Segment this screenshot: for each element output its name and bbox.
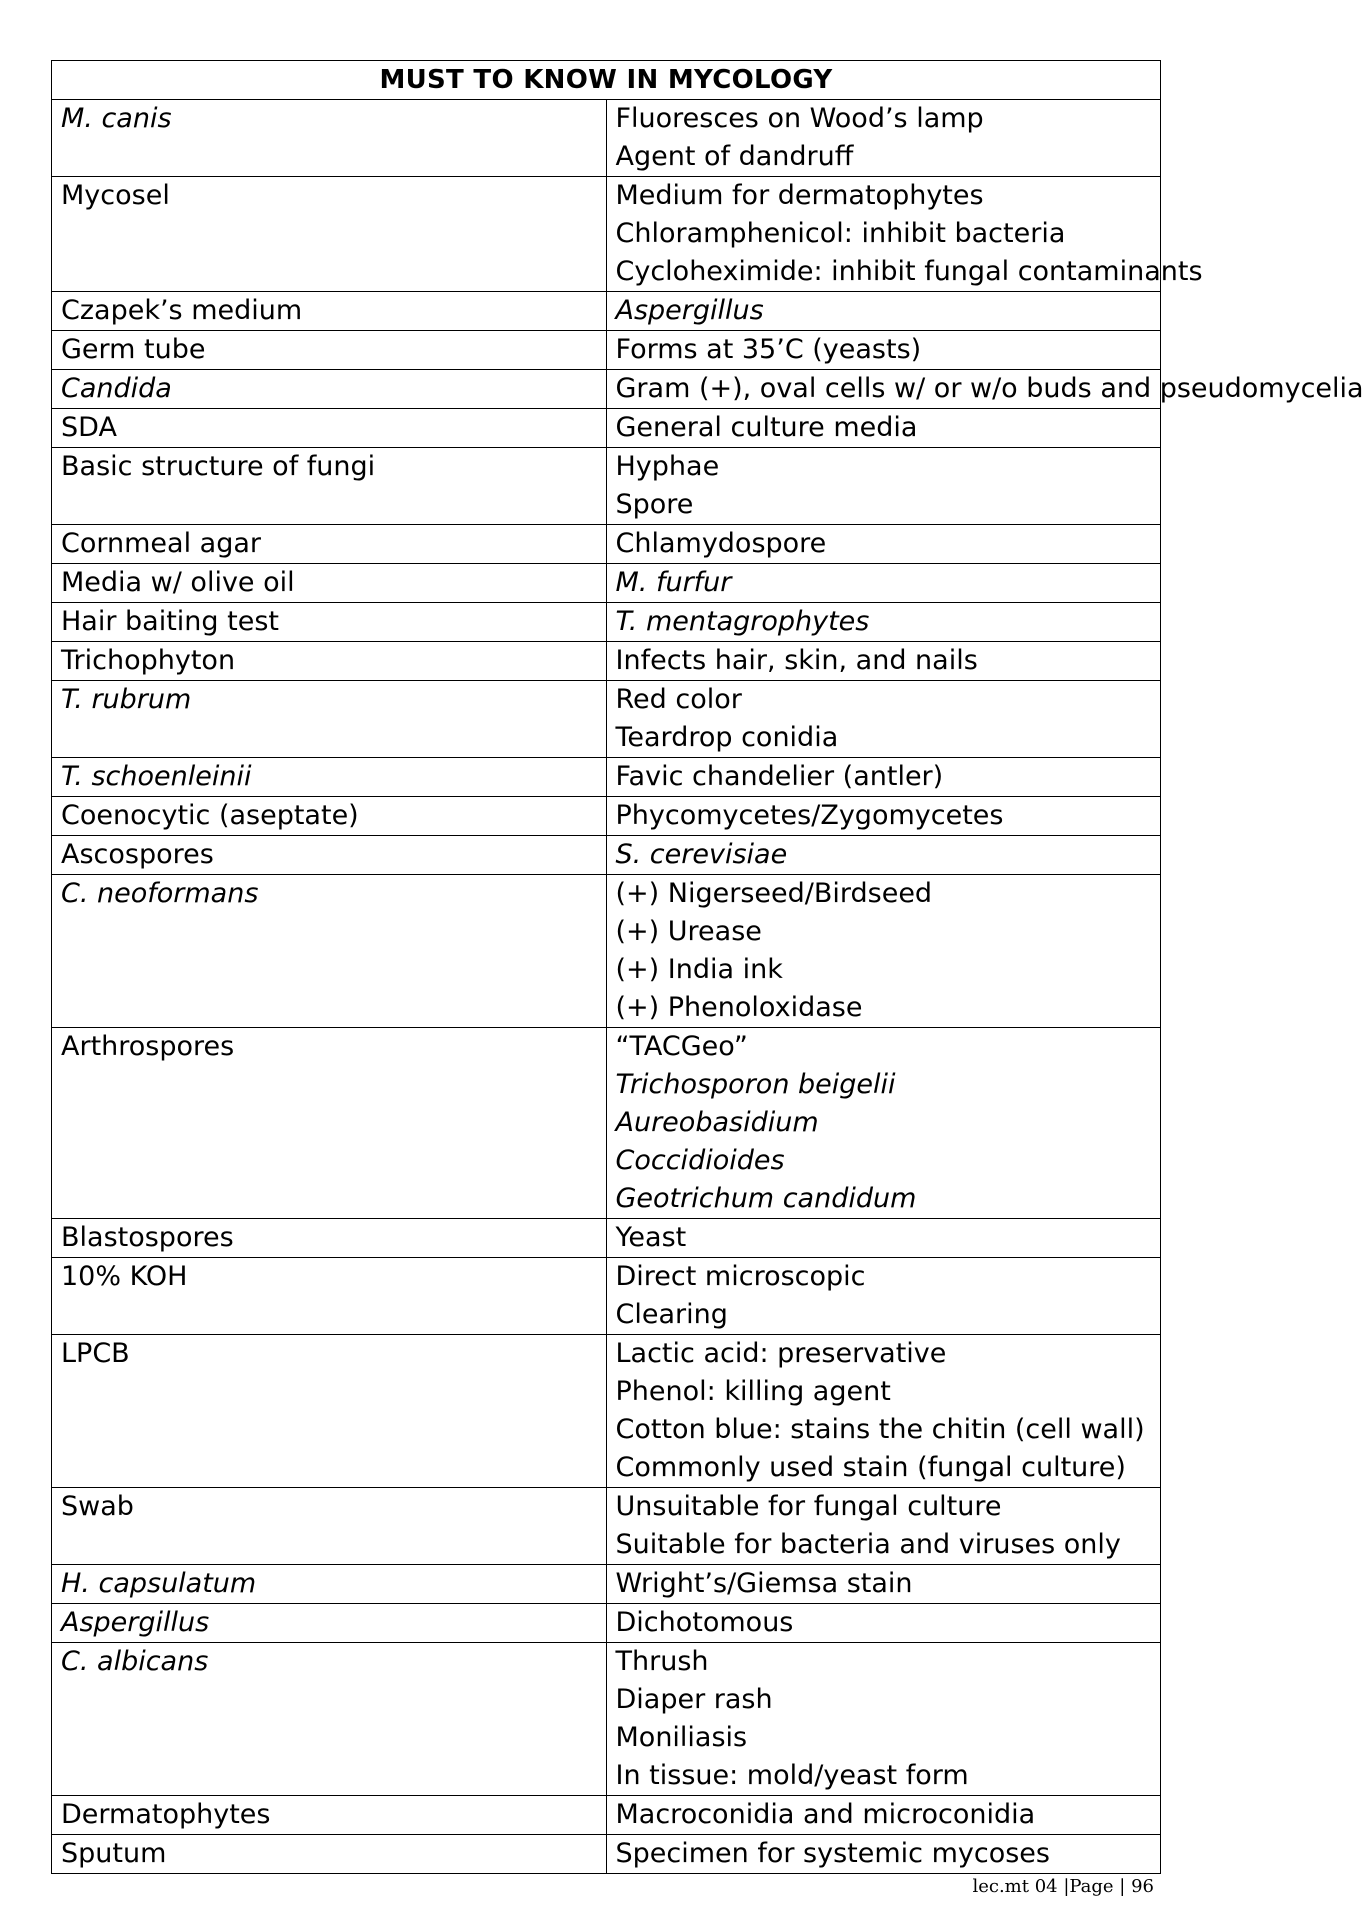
description-line: Yeast [615, 1222, 687, 1253]
table-row [52, 681, 1161, 758]
description-line: Red color [615, 684, 742, 715]
description-cell [606, 603, 1161, 642]
description-cell [606, 758, 1161, 797]
description-line: Suitable for bacteria and viruses only [615, 1529, 1121, 1560]
page-footer: lec.mt 04 |Page | 96 [972, 1876, 1154, 1897]
description-line: Coccidioides [615, 1145, 785, 1176]
table-row [52, 642, 1161, 681]
term-cell: Mycosel [52, 177, 607, 292]
term-cell: C. albicans [52, 1643, 607, 1796]
description-cell [606, 1258, 1161, 1335]
table-row [52, 1028, 1161, 1219]
table-row [52, 525, 1161, 564]
table-row [52, 177, 1161, 292]
description-cell [606, 564, 1161, 603]
term-cell: Swab [52, 1488, 607, 1565]
description-line: Commonly used stain (fungal culture) [615, 1452, 1126, 1483]
description-line: Aureobasidium [615, 1107, 819, 1138]
description-line: “TACGeo” [615, 1031, 748, 1062]
description-line: (+) Nigerseed/Birdseed [615, 878, 933, 909]
term-cell: H. capsulatum [52, 1565, 607, 1604]
description-cell [606, 100, 1161, 177]
table-row [52, 100, 1161, 177]
description-line: Chloramphenicol: inhibit bacteria [615, 218, 1066, 249]
table-row [52, 1219, 1161, 1258]
table-row [52, 1796, 1161, 1835]
description-cell [606, 875, 1161, 1028]
description-line: General culture media [615, 412, 918, 443]
description-cell [606, 331, 1161, 370]
description-cell [606, 642, 1161, 681]
description-cell [606, 525, 1161, 564]
term-cell: Cornmeal agar [52, 525, 607, 564]
description-line: Unsuitable for fungal culture [615, 1491, 1002, 1522]
table-row [52, 875, 1161, 1028]
term-cell: Arthrospores [52, 1028, 607, 1219]
table-title: MUST TO KNOW IN MYCOLOGY [52, 61, 1161, 100]
description-line: Hyphae [615, 451, 720, 482]
description-cell [606, 1643, 1161, 1796]
description-cell [606, 681, 1161, 758]
description-cell [606, 177, 1203, 292]
description-line: Gram (+), oval cells w/ or w/o buds and pseudomycelia [615, 373, 1364, 404]
table-row [52, 331, 1161, 370]
description-line: Diaper rash [615, 1684, 773, 1715]
term-cell: T. schoenleinii [52, 758, 607, 797]
table-row [52, 758, 1161, 797]
description-line: T. mentagrophytes [615, 606, 870, 637]
description-line: Macroconidia and microconidia [615, 1799, 1036, 1830]
term-cell: Blastospores [52, 1219, 607, 1258]
term-cell: LPCB [52, 1335, 607, 1488]
description-line: Trichosporon beigelii [615, 1069, 896, 1100]
term-cell: Basic structure of fungi [52, 448, 607, 525]
table-row [52, 797, 1161, 836]
description-line: Phycomycetes/Zygomycetes [615, 800, 1004, 831]
table-row [52, 1643, 1161, 1796]
description-line: Thrush [615, 1646, 709, 1677]
description-line: Cotton blue: stains the chitin (cell wall) [615, 1414, 1145, 1445]
term-cell: 10% KOH [52, 1258, 607, 1335]
table-row [52, 603, 1161, 642]
description-line: Moniliasis [615, 1722, 748, 1753]
table-row [52, 1335, 1161, 1488]
description-line: Spore [615, 489, 694, 520]
description-line: In tissue: mold/yeast form [615, 1760, 969, 1791]
table-row [52, 1835, 1161, 1874]
term-cell: Ascospores [52, 836, 607, 875]
term-cell: Candida [52, 370, 607, 409]
table-row [52, 1258, 1161, 1335]
term-cell: Sputum [52, 1835, 607, 1874]
term-cell: SDA [52, 409, 607, 448]
term-cell: Coenocytic (aseptate) [52, 797, 607, 836]
term-cell: M. canis [52, 100, 607, 177]
description-cell [606, 1335, 1161, 1488]
description-line: Fluoresces on Wood’s lamp [615, 103, 984, 134]
term-cell: Aspergillus [52, 1604, 607, 1643]
description-line: Favic chandelier (antler) [615, 761, 944, 792]
description-line: Dichotomous [615, 1607, 794, 1638]
description-line: Wright’s/Giemsa stain [615, 1568, 913, 1599]
description-line: Agent of dandruff [615, 141, 854, 172]
description-line: S. cerevisiae [615, 839, 788, 870]
description-line: Forms at 35’C (yeasts) [615, 334, 922, 365]
term-cell: Trichophyton [52, 642, 607, 681]
description-line: (+) Urease [615, 916, 762, 947]
mycology-table [51, 60, 1364, 1874]
description-line: Aspergillus [615, 295, 764, 326]
description-cell [606, 1028, 1161, 1219]
term-cell: Hair baiting test [52, 603, 607, 642]
description-line: Specimen for systemic mycoses [615, 1838, 1050, 1869]
description-line: Lactic acid: preservative [615, 1338, 947, 1369]
description-cell [606, 409, 1161, 448]
table-body [52, 100, 1364, 1874]
description-line: Infects hair, skin, and nails [615, 645, 978, 676]
table-row [52, 370, 1161, 409]
description-line: M. furfur [615, 567, 732, 598]
description-line: Teardrop conidia [615, 722, 839, 753]
table-row [52, 836, 1161, 875]
description-line: Direct microscopic [615, 1261, 866, 1292]
table-row [52, 1488, 1161, 1565]
term-cell: Media w/ olive oil [52, 564, 607, 603]
description-line: Phenol: killing agent [615, 1376, 891, 1407]
description-cell [606, 448, 1161, 525]
description-line: (+) India ink [615, 954, 783, 985]
table-row [52, 448, 1161, 525]
description-cell [606, 1565, 1161, 1604]
table-row [52, 1565, 1161, 1604]
term-cell: Germ tube [52, 331, 607, 370]
description-line: Geotrichum candidum [615, 1183, 917, 1214]
description-line: Chlamydospore [615, 528, 827, 559]
description-cell [606, 797, 1161, 836]
term-cell: Dermatophytes [52, 1796, 607, 1835]
table-row [52, 564, 1161, 603]
description-cell [606, 836, 1161, 875]
description-line: Clearing [615, 1299, 728, 1330]
table-row [52, 409, 1161, 448]
description-cell [606, 1488, 1161, 1565]
description-cell [606, 1796, 1161, 1835]
description-line: Medium for dermatophytes [615, 180, 984, 211]
term-cell: T. rubrum [52, 681, 607, 758]
description-line: Cycloheximide: inhibit fungal contaminants [615, 256, 1203, 287]
description-cell [606, 1604, 1161, 1643]
description-cell [606, 1835, 1161, 1874]
description-cell [606, 370, 1364, 409]
table-row [52, 1604, 1161, 1643]
description-cell [606, 292, 1161, 331]
description-cell [606, 1219, 1161, 1258]
term-cell: C. neoformans [52, 875, 607, 1028]
description-line: (+) Phenoloxidase [615, 992, 863, 1023]
table-row [52, 292, 1161, 331]
title-row [52, 61, 1161, 100]
term-cell: Czapek’s medium [52, 292, 607, 331]
